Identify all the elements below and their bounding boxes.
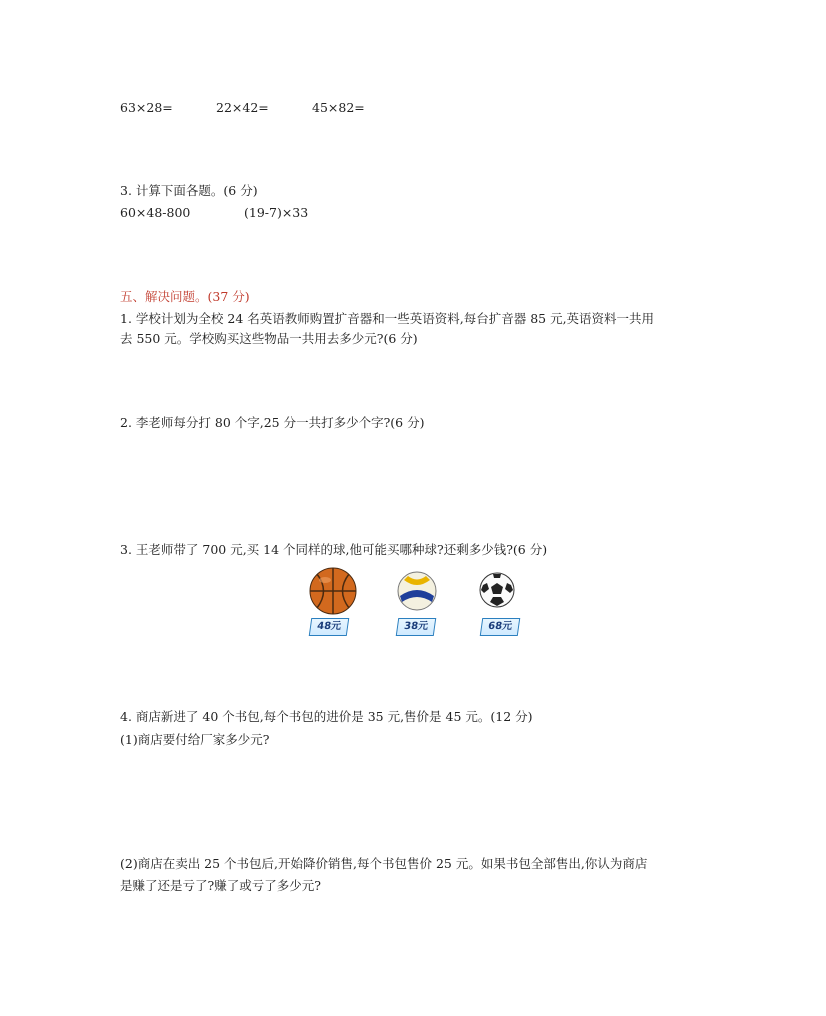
problem-4-sub-2-line-1: (2)商店在卖出 25 个书包后,开始降价销售,每个书包售价 25 元。如果书包全部售出,你认为商店 [120, 856, 648, 871]
calc-item: 22×42= [216, 100, 269, 115]
volleyball-icon [396, 570, 438, 615]
basketball-icon [308, 566, 358, 619]
price-tag: 68元 [480, 618, 521, 636]
problem-2: 2. 李老师每分打 80 个字,25 分一共打多少个字?(6 分) [120, 415, 425, 430]
calc-item: 45×82= [312, 100, 365, 115]
problem-4-sub-1: (1)商店要付给厂家多少元? [120, 732, 270, 747]
calc-item: 60×48-800 [120, 205, 191, 220]
price-tag: 38元 [396, 618, 437, 636]
problem-4: 4. 商店新进了 40 个书包,每个书包的进价是 35 元,售价是 45 元。(12 分) [120, 709, 533, 724]
section-5-title: 五、解决问题。(37 分) [120, 289, 250, 304]
q3-title: 3. 计算下面各题。(6 分) [120, 183, 258, 198]
problem-1-line-2: 去 550 元。学校购买这些物品一共用去多少元?(6 分) [120, 331, 418, 346]
problem-4-sub-2-line-2: 是赚了还是亏了?赚了或亏了多少元? [120, 878, 321, 893]
price-tag: 48元 [309, 618, 350, 636]
calc-item: (19-7)×33 [244, 205, 309, 220]
soccer-ball-icon [478, 571, 516, 612]
problem-3: 3. 王老师带了 700 元,买 14 个同样的球,他可能买哪种球?还剩多少钱?(6 分) [120, 542, 548, 557]
ball-price-figure [300, 560, 540, 640]
problem-1-line-1: 1. 学校计划为全校 24 名英语教师购置扩音器和一些英语资料,每台扩音器 85 元,英语资料一共用 [120, 311, 655, 326]
calc-item: 63×28= [120, 100, 173, 115]
